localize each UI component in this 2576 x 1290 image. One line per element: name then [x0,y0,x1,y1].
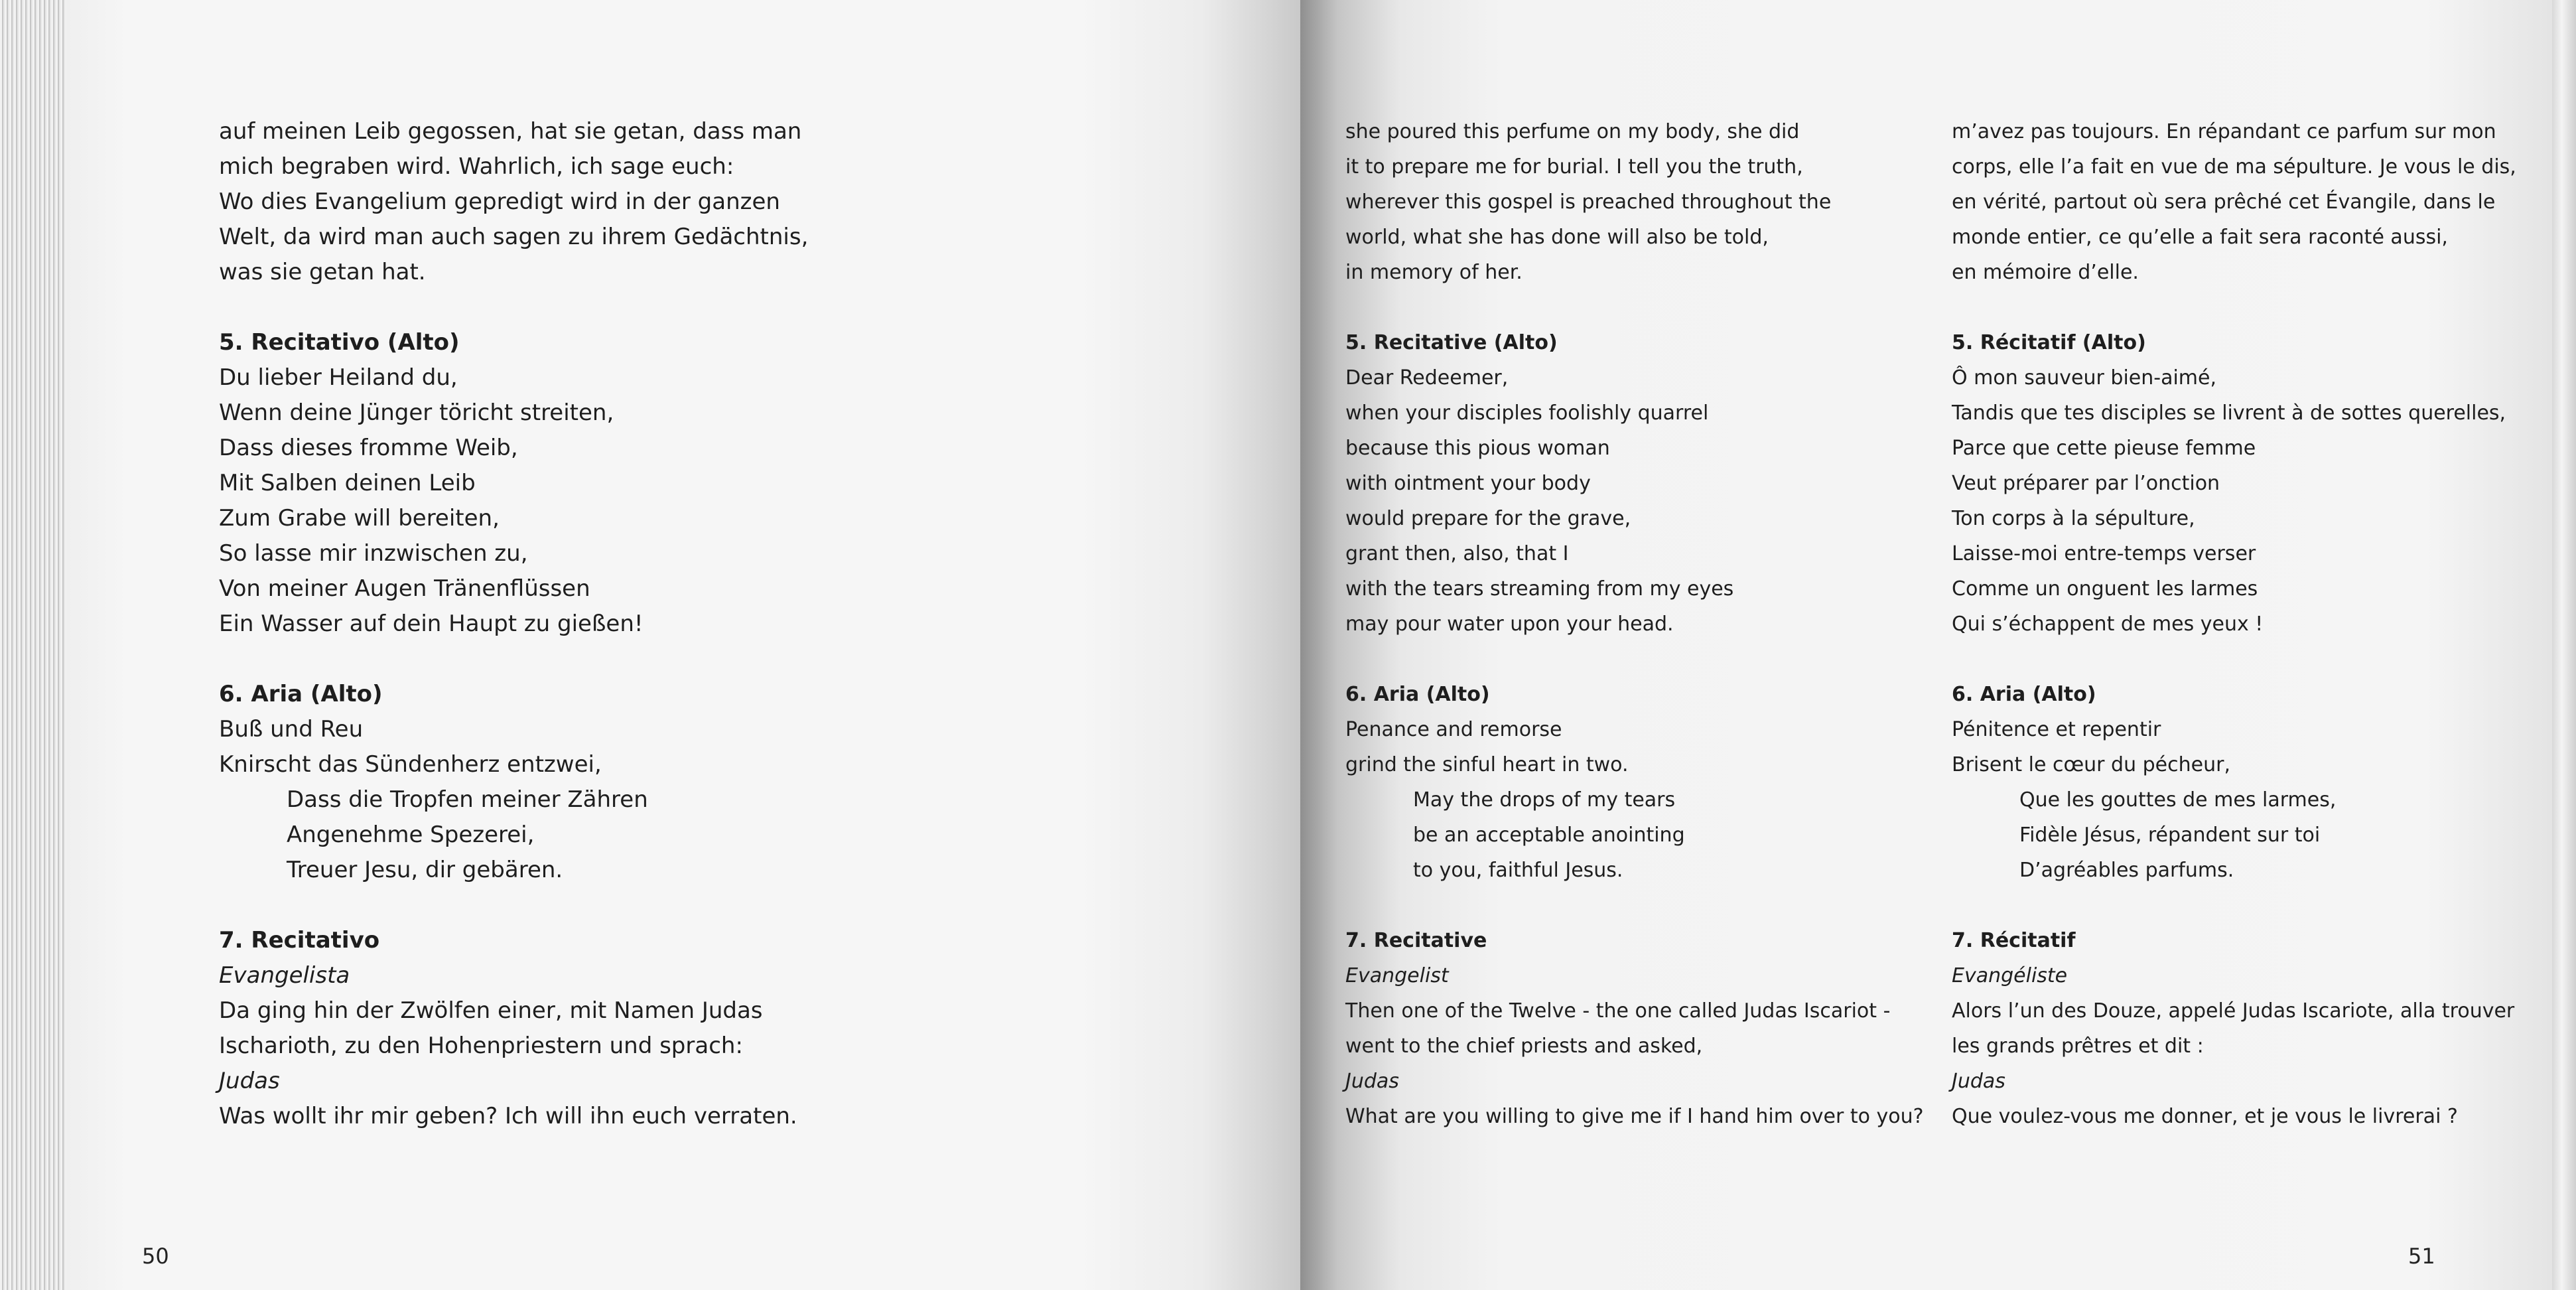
stanza-gap [219,290,808,325]
stanza-gap [219,642,808,677]
text-line: mich begraben wird. Wahrlich, ich sage euch: [219,153,734,180]
text-line: Qui s’échappent de mes yeux ! [1952,612,2264,636]
text-line: went to the chief priests and asked, [1345,1035,1703,1058]
text-line: auf meinen Leib gegossen, hat sie getan, dass man [219,118,802,145]
speaker-label: Judas [219,1068,280,1094]
text-line: monde entier, ce qu’elle a fait sera raconté aussi, [1952,226,2448,249]
stanza-gap [1952,888,2516,923]
stanza-gap [1345,290,1924,325]
text-line: Wo dies Evangelium gepredigt wird in der ganzen [219,188,780,215]
page-stack-edge-left [0,0,66,1290]
text-line: may pour water upon your head. [1345,612,1674,636]
section-heading: 7. Recitative [1345,929,1487,952]
text-line: with the tears streaming from my eyes [1345,577,1734,601]
text-line: Then one of the Twelve - the one called Judas Iscariot - [1345,999,1891,1023]
indented-text-line: Angenehme Spezerei, [287,822,535,848]
indented-text-line: Fidèle Jésus, répandent sur toi [2019,824,2321,847]
text-line: Penance and remorse [1345,718,1562,741]
text-line: So lasse mir inzwischen zu, [219,540,528,567]
indented-text-line: Treuer Jesu, dir gebären. [287,857,563,883]
page-number-right: 51 [2408,1244,2435,1269]
stanza-gap [1952,642,2516,677]
text-line: Alors l’un des Douze, appelé Judas Iscariote, alla trouver [1952,999,2515,1023]
text-line: Que voulez-vous me donner, et je vous le livrerai ? [1952,1105,2458,1128]
text-line: with ointment your body [1345,472,1591,495]
french-text-column [1952,114,2516,1134]
text-line: Zum Grabe will bereiten, [219,505,500,532]
text-line: en vérité, partout où sera prêché cet Évangile, dans le [1952,190,2496,214]
section-heading: 5. Recitative (Alto) [1345,331,1558,354]
section-heading: 6. Aria (Alto) [1952,683,2096,706]
text-line: she poured this perfume on my body, she did [1345,120,1800,143]
text-line: Parce que cette pieuse femme [1952,437,2256,460]
text-line: Was wollt ihr mir geben? Ich will ihn euch verraten. [219,1103,797,1129]
english-text-column [1345,114,1924,1134]
section-heading: 6. Aria (Alto) [219,681,383,707]
text-line: when your disciples foolishly quarrel [1345,401,1709,425]
text-line: grant then, also, that I [1345,542,1569,565]
indented-text-line: to you, faithful Jesus. [1413,859,1623,882]
text-line: because this pious woman [1345,437,1610,460]
text-line: world, what she has done will also be told, [1345,226,1769,249]
text-line: was sie getan hat. [219,259,426,285]
text-line: grind the sinful heart in two. [1345,753,1629,776]
stanza-gap [1952,290,2516,325]
text-line: Comme un onguent les larmes [1952,577,2258,601]
section-heading: 7. Recitativo [219,927,380,954]
stanza-gap [219,888,808,923]
text-line: les grands prêtres et dit : [1952,1035,2204,1058]
indented-text-line: D’agréables parfums. [2019,859,2234,882]
text-line: Mit Salben deinen Leib [219,470,476,496]
speaker-label: Judas [1345,1070,1399,1093]
text-line: Laisse-moi entre-temps verser [1952,542,2256,565]
indented-text-line: Que les gouttes de mes larmes, [2019,788,2337,812]
text-line: it to prepare me for burial. I tell you the truth, [1345,155,1803,179]
german-text-column [219,114,808,1134]
section-heading: 7. Récitatif [1952,929,2076,952]
text-line: Welt, da wird man auch sagen zu ihrem Gedächtnis, [219,224,809,250]
text-line: Ein Wasser auf dein Haupt zu gießen! [219,610,644,637]
stanza-gap [1345,888,1924,923]
text-line: What are you willing to give me if I hand him over to you? [1345,1105,1924,1128]
speaker-label: Judas [1952,1070,2005,1093]
section-heading: 5. Recitativo (Alto) [219,329,460,356]
text-line: Da ging hin der Zwölfen einer, mit Namen Judas [219,997,763,1024]
text-line: Du lieber Heiland du, [219,364,458,391]
text-line: Wenn deine Jünger töricht streiten, [219,399,614,426]
page-number-left: 50 [142,1244,169,1269]
text-line: wherever this gospel is preached throughout the [1345,190,1832,214]
speaker-label: Evangelist [1345,964,1449,987]
text-line: en mémoire d’elle. [1952,261,2139,284]
text-line: Veut préparer par l’onction [1952,472,2220,495]
text-line: Ton corps à la sépulture, [1952,507,2195,530]
text-line: Ô mon sauveur bien-aimé, [1952,366,2217,390]
text-line: Ischarioth, zu den Hohenpriestern und sprach: [219,1033,743,1059]
section-heading: 5. Récitatif (Alto) [1952,331,2146,354]
speaker-label: Evangelista [219,962,350,989]
indented-text-line: be an acceptable anointing [1413,824,1685,847]
indented-text-line: Dass die Tropfen meiner Zähren [287,786,648,813]
speaker-label: Evangéliste [1952,964,2068,987]
text-line: Buß und Reu [219,716,364,743]
indented-text-line: May the drops of my tears [1413,788,1676,812]
text-line: Von meiner Augen Tränenflüssen [219,575,590,602]
text-line: would prepare for the grave, [1345,507,1631,530]
text-line: Dear Redeemer, [1345,366,1509,390]
section-heading: 6. Aria (Alto) [1345,683,1490,706]
text-line: Pénitence et repentir [1952,718,2161,741]
text-line: Knirscht das Sündenherz entzwei, [219,751,602,778]
text-line: Brisent le cœur du pécheur, [1952,753,2230,776]
text-line: Tandis que tes disciples se livrent à de sottes querelles, [1952,401,2506,425]
text-line: in memory of her. [1345,261,1523,284]
text-line: Dass dieses fromme Weib, [219,435,518,461]
page-stack-edge-right [2552,0,2576,1290]
text-line: corps, elle l’a fait en vue de ma sépulture. Je vous le dis, [1952,155,2516,179]
text-line: m’avez pas toujours. En répandant ce parfum sur mon [1952,120,2496,143]
stanza-gap [1345,642,1924,677]
